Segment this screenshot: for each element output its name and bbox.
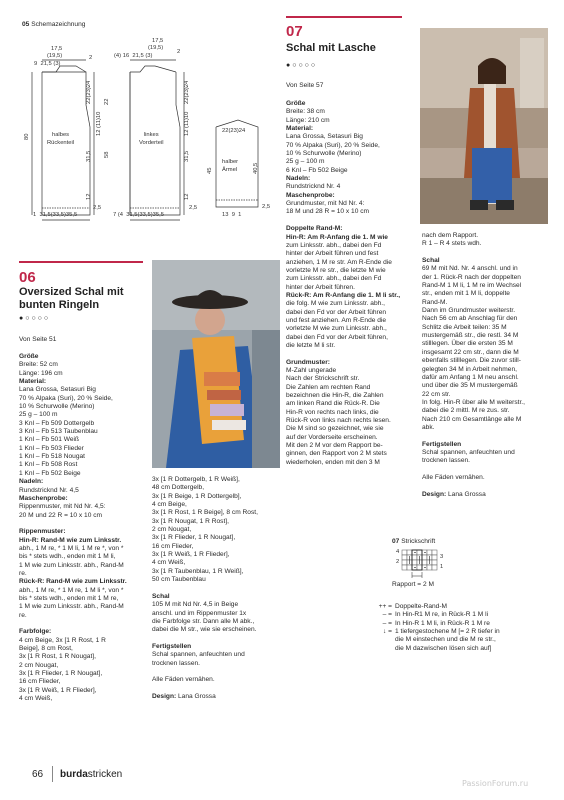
dim-width-row-back	[34, 61, 60, 68]
text-line: 3x [1 R Dottergelb, 1 R Weiß],	[152, 476, 240, 483]
text-line: nach dem Rapport.	[422, 232, 479, 239]
accent-rule-06	[19, 261, 143, 263]
text-line	[152, 635, 258, 643]
back-piece-label: halbes Rückenteil	[47, 132, 75, 146]
text-line: 1 Knl – Fb 501 Weiß	[19, 436, 79, 444]
text-line: 10 % Schurwolle (Merino)	[286, 150, 362, 158]
text-line: der 1. Rück-R nach der doppelten	[422, 273, 521, 281]
text-line: Rück-R von links nach rechts lesen.	[286, 417, 391, 425]
text-line: mustergemäß str., die restl. 34 M	[422, 332, 519, 340]
text-line: Doppelte Rand-M:	[286, 225, 343, 233]
dim-width-left-b: (3)	[53, 61, 61, 67]
text-line	[152, 668, 258, 676]
text-line: und über die 35 M mustergemäß	[422, 382, 518, 390]
text-line: dabei den Fd vor der Arbeit führen	[286, 308, 387, 316]
text-column-06-b	[152, 476, 258, 701]
text-line: dabei den Fd vor der Arbeit führen,	[286, 333, 388, 341]
text-line: Die M sind so gezeichnet, wie sie	[286, 425, 384, 433]
text-line: 4 cm Beige, 3x [1 R Rost, 1 R	[19, 636, 106, 644]
dim-width-top-b-front: (19,5)	[148, 45, 164, 51]
text-line: auf der Vorderseite erscheinen.	[286, 433, 378, 441]
legend-item	[370, 620, 500, 628]
text-line: 1 Knl – Fb 503 Flieder	[19, 444, 84, 452]
text-line: 69 M mit Nd. Nr. 4 anschl. und in	[422, 265, 518, 273]
dim-sleeve-h2: 40,5	[253, 162, 259, 174]
text-line: stilllegen. Über die ersten 35 M	[422, 340, 513, 348]
text-line: 3x [1 R Flieder, 1 R Nougat],	[19, 670, 103, 678]
text-line: 1 M wie zum Linksstr. abh., Rand-M	[19, 603, 124, 611]
text-line	[152, 584, 258, 592]
text-line: hinter der Arbeit führen und fest	[286, 250, 379, 258]
legend-item	[370, 628, 500, 636]
text-line: Dann im Grundmuster weiterstr.	[422, 307, 516, 315]
legend-symbol: – =	[382, 611, 392, 619]
text-line: trocknen lassen.	[422, 457, 471, 465]
text-line: dabei die M str., wie sie erscheinen.	[152, 626, 257, 634]
watermark: PassionForum.ru	[462, 779, 529, 788]
text-line: 3x [1 R Weiß, 1 R Flieder],	[19, 686, 97, 694]
text-line: abk.	[422, 423, 435, 431]
dim-width-front-b: 16	[122, 53, 130, 59]
text-line: 1 Knl – Fb 502 Beige	[19, 469, 81, 477]
text-line: wiederholen, enden mit den 3 M	[286, 458, 380, 466]
page-number: 66	[32, 769, 44, 780]
sleeve-label: halber Ärmel	[222, 159, 239, 173]
text-line: 1 M wie zum Linksstr. abh., Rand-M	[19, 561, 124, 569]
text-line: Maschenprobe:	[19, 494, 68, 502]
text-line: Fertigstellen	[152, 642, 192, 650]
text-line: 16 cm Flieder,	[152, 542, 194, 550]
legend-text: die M dazwischen lösen sich auf]	[395, 644, 492, 652]
text-line: 3x [1 R Beige, 1 R Dottergelb],	[152, 492, 242, 500]
photo-oversized-scarf	[152, 260, 280, 468]
dim-sleeve-top: 22(23)24	[222, 128, 246, 134]
page-ref-06: Von Seite 51	[19, 336, 57, 343]
text-line: gelegten 34 M in Arbeit nehmen,	[422, 365, 517, 373]
text-line: Schal	[422, 257, 440, 265]
text-line: Schal spannen, anfeuchten und	[422, 448, 515, 456]
project-title-06: Oversized Schal mit bunten Ringeln	[19, 286, 124, 311]
text-line: re.	[19, 611, 27, 619]
text-line: re.	[19, 569, 27, 577]
text-line: Farbfolge:	[19, 628, 52, 636]
dim-rib-back: 2,5	[93, 205, 102, 211]
text-line: M-Zahl ungerade	[286, 367, 337, 374]
text-line: 16 cm Flieder,	[19, 678, 61, 686]
text-line: und fest anziehen. Am R-Ende die	[286, 316, 387, 324]
legend-text: In Hin-R1 M re, in Rück-R 1 M li	[395, 611, 489, 619]
text-line: 4 cm Weiß,	[19, 695, 53, 703]
text-line: Beige], 8 cm Rost,	[19, 645, 73, 653]
schema-label-number: 05	[22, 21, 30, 28]
text-line: Schal	[152, 592, 170, 600]
text-line: 50 cm Taubenblau	[152, 576, 206, 584]
text-line	[152, 685, 258, 693]
legend-text: die M einstechen und die M re str.,	[395, 636, 496, 644]
text-line: ebenfalls stilllegen. Die zuvor still-	[422, 357, 521, 365]
text-line: vorletzte M re str., die letzte M wie	[286, 266, 386, 274]
text-column-07-b	[422, 232, 525, 499]
text-line: dafür am Anfang 1 M neu anschl.	[422, 373, 519, 381]
dim-width-top-d-back: 2	[89, 55, 93, 61]
dim-height-seg4-back: 12	[86, 193, 92, 200]
text-line	[422, 432, 525, 440]
text-line: 3x [1 R Flieder, 1 R Nougat],	[152, 534, 236, 542]
text-line: 25 g – 100 m	[19, 411, 58, 419]
text-line: Alle Fäden vernähen.	[422, 473, 485, 481]
text-line: Schlitz die Arbeit teilen: 35 M	[422, 323, 507, 331]
project-number-06: 06	[19, 269, 36, 286]
text-line: 1 Knl – Fb 518 Nougat	[19, 453, 85, 461]
text-line: zum Linksstr. abh., dabei den Fd	[286, 275, 382, 283]
chart-label: 07 Strickschrift	[392, 538, 436, 545]
dim-width-top-a-front: 17,5	[152, 38, 164, 44]
accent-rule-07	[286, 16, 402, 18]
text-line: Rippenmuster, mit Nd Nr. 4,5:	[19, 503, 106, 511]
text-line: abh., 1 M re, * 1 M li, 1 M re *, von *	[19, 544, 124, 552]
dim-bottom-back: 1 31,5(33,5)35,5	[33, 212, 78, 218]
schema-label	[22, 21, 85, 29]
text-line: bis * stets wdh., enden mit 1 M li,	[19, 553, 116, 561]
text-line: zum Linksstr. abh., dabei den Fd	[286, 241, 382, 249]
text-line: vorletzte M wie zum Linksstr. abh.,	[286, 325, 387, 333]
text-line: Maschenprobe:	[286, 191, 335, 199]
text-line: Die Zahlen am rechten Rand	[286, 383, 371, 391]
text-line: 18 M und 28 R = 10 x 10 cm	[286, 208, 370, 216]
chart-row-1: 1	[440, 564, 444, 570]
text-line: Rück-R: Am R-Anfang die 1. M li str.,	[286, 291, 401, 299]
text-line: 3x [1 R Nougat, 1 R Rost],	[152, 517, 229, 525]
dim-height-seg2-front: 12 (11)10	[184, 111, 190, 136]
text-line: Schal spannen, anfeuchten und	[152, 651, 245, 659]
text-line	[19, 520, 127, 528]
dim-height-total: 80	[24, 133, 30, 140]
text-line: anziehen, 1 M re str. Am R-Ende die	[286, 258, 392, 266]
text-line: Hin-R von rechts nach links, die	[286, 408, 379, 416]
dim-width-top-b: (19,5)	[47, 53, 63, 59]
text-line: am linken Rand die Rück-R. Die	[286, 400, 380, 408]
dim-width-top-a: 17,5	[51, 46, 63, 52]
text-line: Länge: 196 cm	[19, 369, 63, 377]
text-column-07-a	[286, 100, 400, 467]
text-line: trocknen lassen.	[152, 659, 201, 667]
text-column-06-a	[19, 353, 127, 703]
schema-label-text: Schemazeichnung	[31, 21, 86, 28]
dim-width-row-front	[114, 53, 152, 60]
text-line: die folg. M wie zum Linksstr. abh.,	[286, 300, 385, 308]
text-line: 25 g – 100 m	[286, 158, 325, 166]
text-line: Rippenmuster:	[19, 528, 66, 536]
text-line: Größe	[19, 353, 39, 360]
text-line: Größe	[286, 100, 306, 107]
dim-sleeve-h1: 45	[207, 167, 213, 174]
text-line: 105 M mit Nd Nr. 4,5 in Beige	[152, 601, 239, 609]
text-line: 4 cm Beige,	[152, 501, 187, 509]
text-line: Hin-R: Rand-M wie zum Linksstr.	[19, 536, 122, 544]
text-line	[422, 466, 525, 474]
text-line: bis * stets wdh., enden mit 1 M re,	[19, 594, 119, 602]
text-line: 3x [1 R Weiß, 1 R Flieder],	[152, 551, 230, 559]
text-line: 3 Knl – Fb 513 Taubenblau	[19, 428, 98, 436]
legend-symbol: ↓ =	[383, 628, 392, 636]
text-line: 1 Knl – Fb 508 Rost	[19, 461, 78, 469]
text-line: In folg. Hin-R über alle M weiterstr.,	[422, 398, 525, 406]
legend-text: Doppelte-Rand-M	[395, 603, 448, 610]
text-line: Rand-M 1 M li, 1 M re im Wechsel	[422, 282, 522, 290]
text-line: Nadeln:	[19, 478, 44, 486]
text-line: Nach der Strickschrift str.	[286, 375, 360, 383]
dim-width-front-a: (4)	[114, 53, 122, 59]
text-line	[286, 350, 400, 358]
photo-scarf-with-tab	[420, 28, 548, 224]
text-line: 2 cm Nougat,	[19, 661, 59, 669]
difficulty-level-06: ●○○○○	[19, 315, 51, 322]
text-line: anschl. und im Rippenmuster 1x	[152, 609, 247, 617]
text-line: Rück-R: Rand-M wie zum Linksstr.	[19, 578, 127, 586]
text-line	[422, 249, 525, 257]
text-line: bezeichnen die Hin-R, die Zahlen	[286, 392, 384, 400]
text-line: Nadeln:	[286, 175, 311, 183]
text-line: 22 cm str.	[422, 390, 451, 398]
dim-sleeve-rib: 2,5	[262, 204, 271, 210]
chart-row-2: 2	[396, 559, 400, 565]
text-line: abh., 1 M re, * 1 M re, 1 M li *, von *	[19, 586, 124, 594]
page-ref-07: Von Seite 57	[286, 82, 324, 89]
text-line: die Farbfolge str. Dann alle M abk.,	[152, 617, 255, 625]
front-piece-label: linkes Vorderteil	[139, 132, 164, 146]
legend-symbol: ++ =	[378, 603, 392, 610]
dim-width-top-d-front: 2	[177, 49, 181, 55]
legend-item	[370, 603, 500, 611]
dim-bottom-front: 7 (4 31,5(33,5)35,5	[113, 212, 164, 218]
text-line: 10 % Schurwolle (Merino)	[19, 403, 95, 411]
text-line: dabei die 2 mittl. M re zus. str.	[422, 407, 510, 415]
chart-row-4: 4	[396, 549, 400, 555]
text-line: Design: Lana Grossa	[152, 692, 216, 700]
text-line: Lana Grossa, Setasuri Big	[286, 133, 363, 141]
text-line: 70 % Alpaka (Suri), 20 % Seide,	[286, 141, 380, 149]
text-line: Grundmuster, mit Nd Nr. 4:	[286, 200, 365, 208]
legend-item	[370, 636, 500, 644]
legend-text: 1 tiefergestochene M [= 2 R tiefer in	[395, 628, 500, 636]
dim-height-seg1-front: 22(23)24	[184, 80, 190, 104]
text-line: insgesamt 22 cm str., dann die M	[422, 348, 519, 356]
dim-width-right-b: (3)	[145, 53, 153, 59]
text-line	[19, 620, 127, 628]
text-line: Rundstricknd Nr. 4,5	[19, 486, 79, 494]
text-line: Lana Grossa, Setasuri Big	[19, 386, 96, 394]
front-neck-line	[130, 66, 176, 72]
text-line: Rundstricknd Nr. 4	[286, 183, 341, 191]
text-line: Breite: 38 cm	[286, 108, 325, 116]
text-line: Fertigstellen	[422, 440, 462, 448]
project-title-07: Schal mit Lasche	[286, 42, 376, 54]
project-number-07: 07	[286, 23, 303, 40]
dim-height-seg3-front: 31,5	[184, 150, 190, 162]
text-line: Nach 210 cm Gesamtlänge alle M	[422, 415, 522, 423]
text-line: ginnen, den Rapport von 2 M stets	[286, 450, 387, 458]
text-line	[422, 482, 525, 490]
chart-legend	[370, 603, 500, 653]
text-line: die letzte M li str.	[286, 341, 336, 349]
text-line: Nach 56 cm ab Anschlag für den	[422, 315, 518, 323]
text-line: Hin-R: Am R-Anfang die 1. M wie	[286, 233, 388, 241]
text-line: 3x [1 R Taubenblau, 1 R Weiß],	[152, 567, 244, 575]
text-line: hinter der Arbeit führen.	[286, 283, 355, 291]
dim-sleeve-bottom: 13 9 1	[222, 212, 242, 218]
text-line: 70 % Alpaka (Suri), 20 % Seide,	[19, 394, 113, 402]
legend-symbol: – =	[382, 619, 392, 627]
photo-06-illustration	[152, 260, 280, 468]
text-line: Länge: 210 cm	[286, 116, 330, 124]
text-line: Design: Lana Grossa	[422, 490, 486, 498]
footer-divider	[52, 766, 53, 782]
text-line: Mit den 2 M vor dem Rapport be-	[286, 442, 383, 450]
dim-width-top-c-back: 21,5	[40, 61, 52, 67]
text-line: 48 cm Dottergelb,	[152, 484, 205, 492]
legend-item	[370, 645, 500, 653]
dim-width-left-a: 9	[34, 61, 38, 67]
dim-height-seg2-back: 12 (11)10	[96, 111, 102, 136]
text-line: 2 cm Nougat,	[152, 526, 192, 534]
text-line: 6 Knl – Fb 502 Beige	[286, 166, 348, 174]
text-line: Material:	[286, 125, 314, 133]
text-line: 4 cm Weiß,	[152, 559, 186, 567]
dim-height-seg3-back: 31,5	[86, 150, 92, 162]
magazine-brand: burdastricken	[60, 769, 123, 780]
text-line: Material:	[19, 378, 47, 386]
text-line: str., enden mit 1 M li, doppelte	[422, 290, 510, 298]
dim-width-top-c-front: 21,5	[132, 53, 144, 59]
text-line: 3x [1 R Rost, 1 R Nougat],	[19, 653, 96, 661]
text-line	[286, 217, 400, 225]
text-line: Breite: 52 cm	[19, 361, 58, 369]
text-line: R 1 – R 4 stets wdh.	[422, 240, 482, 248]
chart-rapport: Rapport = 2 M	[392, 581, 434, 588]
legend-item	[370, 611, 500, 619]
legend-text: In Hin-R 1 M li, in Rück-R 1 M re	[395, 619, 490, 627]
dim-height-58: 58	[104, 151, 110, 158]
dim-height-seg1-back: 22(23)24	[86, 80, 92, 104]
text-line: Grundmuster:	[286, 358, 330, 366]
dim-height-22: 22	[104, 98, 110, 105]
dim-height-seg4-front: 12	[184, 193, 190, 200]
difficulty-level-07: ●○○○○	[286, 62, 318, 69]
text-line: Alle Fäden vernähen.	[152, 676, 215, 684]
text-line: 3x [1 R Rost, 1 R Beige], 8 cm Rost,	[152, 509, 258, 517]
dim-rib-front: 2,5	[189, 205, 198, 211]
text-line: Rand-M.	[422, 298, 448, 306]
chart-row-3: 3	[440, 554, 444, 560]
photo-07-illustration	[420, 28, 548, 224]
text-line: 20 M und 22 R = 10 x 10 cm	[19, 511, 103, 519]
text-line: 3 Knl – Fb 509 Dottergelb	[19, 419, 95, 427]
